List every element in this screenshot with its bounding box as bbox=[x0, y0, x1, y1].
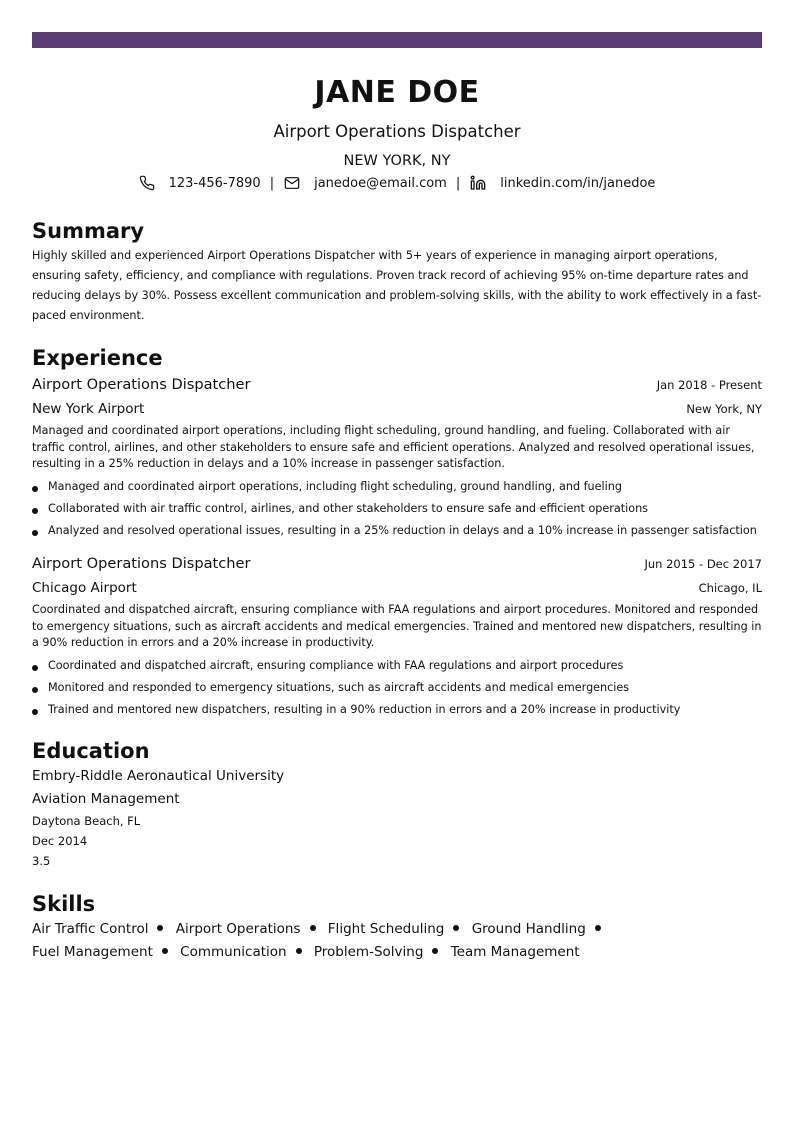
skill-item: Flight Scheduling bbox=[327, 921, 445, 937]
bullet-text: Coordinated and dispatched aircraft, ensuring compliance with FAA regulations and airport procedures bbox=[48, 658, 624, 672]
email-address[interactable]: janedoe@email.com bbox=[314, 175, 447, 191]
bullet-text: Managed and coordinated airport operations, including flight scheduling, ground handling, and fueling bbox=[48, 479, 622, 493]
degree-name: Aviation Management bbox=[32, 791, 180, 807]
skill-separator bbox=[162, 948, 168, 954]
bullet-dot bbox=[32, 665, 38, 671]
job-bullets bbox=[32, 655, 762, 721]
school-location: Daytona Beach, FL bbox=[32, 814, 141, 828]
candidate-title: Airport Operations Dispatcher bbox=[273, 122, 521, 141]
linkedin-icon bbox=[470, 175, 486, 191]
skill-separator bbox=[432, 948, 438, 954]
email-icon bbox=[284, 175, 300, 191]
skill-separator bbox=[310, 925, 316, 931]
job-description: Managed and coordinated airport operations, including flight scheduling, ground handling, and fueling. Collaborated with air traffic control, airlines, and other stakeholders to ensure safe and efficient operations. Analyzed and resolved operational issues, resulting in a 25% reduction in delays and a 10% increase in passenger satisfaction. bbox=[32, 424, 755, 470]
job-company: New York Airport bbox=[32, 401, 145, 417]
skills-list bbox=[32, 918, 732, 964]
list-item bbox=[32, 699, 762, 721]
experience-heading: Experience bbox=[32, 346, 163, 370]
candidate-name: JANE DOE bbox=[314, 75, 480, 110]
graduation-date: Dec 2014 bbox=[32, 834, 88, 848]
education-heading: Education bbox=[32, 739, 150, 763]
summary-text: Highly skilled and experienced Airport Operations Dispatcher with 5+ years of experience in managing airport operations, ensuring safety, efficiency, and compliance with regulations. Proven track record of achieving 95% on-time departure rates and reducing delays by 30%. Possess excellent communication and problem-solving skills, with the ability to work effectively in a fast-paced environment. bbox=[32, 249, 762, 322]
job-description: Coordinated and dispatched aircraft, ensuring compliance with FAA regulations and airport procedures. Monitored and responded to emergency situations, such as aircraft accidents and medical emergencies. Trained and mentored new dispatchers, resulting in a 90% reduction in errors and a 20% increase in productivity. bbox=[32, 603, 762, 649]
list-item bbox=[32, 498, 762, 520]
skill-item: Airport Operations bbox=[175, 921, 301, 937]
job-dates: Jan 2018 - Present bbox=[656, 378, 762, 392]
phone-number: 123-456-7890 bbox=[168, 175, 261, 191]
contact-line bbox=[32, 174, 762, 192]
job-dates: Jun 2015 - Dec 2017 bbox=[644, 557, 762, 571]
bullet-text: Collaborated with air traffic control, airlines, and other stakeholders to ensure safe and efficient operations bbox=[48, 501, 648, 515]
skill-separator bbox=[157, 925, 163, 931]
school-name: Embry-Riddle Aeronautical University bbox=[32, 768, 285, 784]
job-entry bbox=[32, 555, 762, 721]
accent-bar bbox=[32, 32, 762, 48]
job-entry bbox=[32, 376, 762, 542]
gpa: 3.5 bbox=[32, 854, 51, 868]
skill-item: Team Management bbox=[450, 944, 580, 960]
list-item bbox=[32, 476, 762, 498]
skill-separator bbox=[453, 925, 459, 931]
skill-item: Communication bbox=[180, 944, 287, 960]
bullet-text: Trained and mentored new dispatchers, resulting in a 90% reduction in errors and a 20% increase in productivity bbox=[48, 702, 681, 716]
job-location: New York, NY bbox=[686, 402, 762, 416]
skill-item: Ground Handling bbox=[471, 921, 586, 937]
bullet-text: Analyzed and resolved operational issues, resulting in a 25% reduction in delays and a 10% increase in passenger satisfaction bbox=[48, 523, 757, 537]
skill-separator bbox=[595, 925, 601, 931]
job-location: Chicago, IL bbox=[698, 581, 762, 595]
skill-item: Problem-Solving bbox=[313, 944, 424, 960]
bullet-dot bbox=[32, 709, 38, 715]
candidate-location: NEW YORK, NY bbox=[343, 153, 451, 169]
bullet-dot bbox=[32, 508, 38, 514]
skill-separator bbox=[296, 948, 302, 954]
summary-heading: Summary bbox=[32, 219, 145, 243]
job-bullets bbox=[32, 476, 762, 542]
job-company: Chicago Airport bbox=[32, 580, 137, 596]
contact-separator: | bbox=[455, 175, 461, 191]
linkedin-url[interactable]: linkedin.com/in/janedoe bbox=[500, 175, 656, 191]
bullet-dot bbox=[32, 530, 38, 536]
list-item bbox=[32, 520, 762, 542]
bullet-dot bbox=[32, 687, 38, 693]
skill-item: Fuel Management bbox=[32, 944, 153, 960]
job-title: Airport Operations Dispatcher bbox=[32, 376, 251, 393]
list-item bbox=[32, 677, 762, 699]
skills-heading: Skills bbox=[32, 892, 96, 916]
education-entry bbox=[32, 765, 762, 871]
resume-header bbox=[32, 76, 762, 192]
phone-icon bbox=[139, 175, 155, 191]
bullet-dot bbox=[32, 486, 38, 492]
bullet-text: Monitored and responded to emergency situations, such as aircraft accidents and medical emergencies bbox=[48, 680, 630, 694]
job-title: Airport Operations Dispatcher bbox=[32, 555, 251, 572]
contact-separator: | bbox=[269, 175, 275, 191]
list-item bbox=[32, 655, 762, 677]
skill-item: Air Traffic Control bbox=[32, 921, 149, 937]
